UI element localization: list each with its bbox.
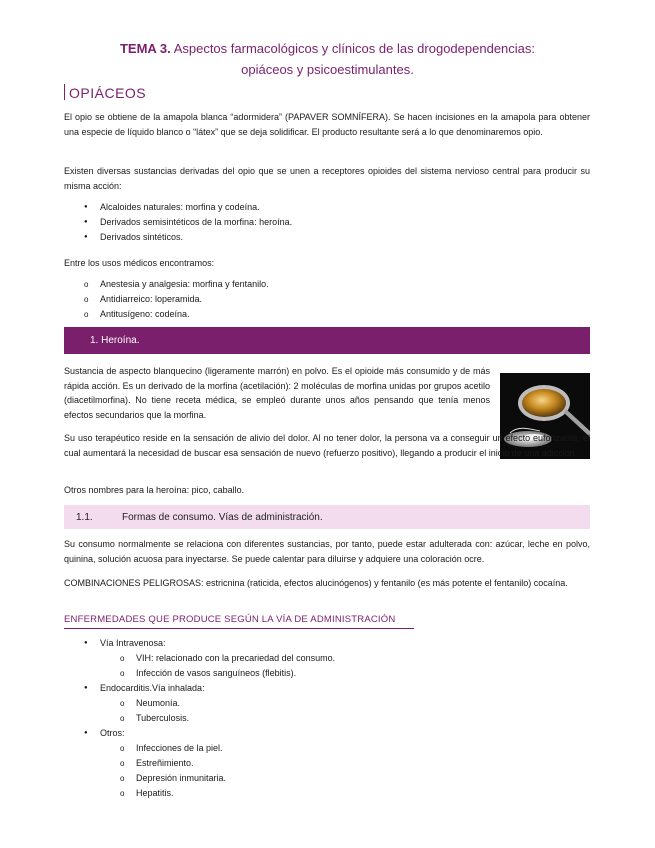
sublist-item: o Tuberculosis. <box>120 711 335 726</box>
heading-number: 1.1. <box>76 511 93 523</box>
heading-heroina-text: 1. Heroína. <box>90 335 140 346</box>
sublist <box>120 651 335 681</box>
title-number: TEMA 3. <box>119 41 171 56</box>
sublist-item: o Depresión inmunitaria. <box>120 771 335 786</box>
paragraph-uso-terapeutico: Su uso terapéutico reside en la sensación de alivio del dolor. Al no tener dolor, la persona va a conseguir un efecto euforizante, el cual aumentará la necesidad de buscar esa sensación de nuevo (refuerzo positivo), llegando a producir el inicio de una adicción. <box>64 433 590 458</box>
heading-underline <box>64 628 414 629</box>
sublist-item: o Estreñimiento. <box>120 756 335 771</box>
section-heading-text: OPIÁCEOS <box>69 85 147 101</box>
list-item: o Anestesia y analgesia: morfina y fentanilo. <box>84 277 269 292</box>
sublist-item: o Hepatitis. <box>120 786 335 801</box>
title-line1: Aspectos farmacológicos y clínicos de las drogodependencias: <box>173 41 536 56</box>
paragraph-derivados: Existen diversas sustancias derivadas del opio que se unen a receptores opioides del sistema nervioso central para producir su misma acción: <box>64 166 590 191</box>
paragraph-otros-nombres: Otros nombres para la heroína: pico, caballo. <box>64 485 245 495</box>
paragraph-usos: Entre los usos médicos encontramos: <box>64 258 215 268</box>
list-item-via-intravenosa <box>84 636 335 681</box>
paragraph-opio: El opio se obtiene de la amapola blanca “adormidera” (PAPAVER SOMNÍFERA). Se hacen incisiones en la amapola para obtener una especie de líquido blanco o “látex” que se deja solidificar. El producto resultante será a lo que denominaremos opio. <box>64 112 590 137</box>
list-vias <box>84 636 335 801</box>
heading-heroina <box>64 327 590 354</box>
list-item: ● Derivados sintéticos. <box>84 230 292 245</box>
sublist-item: o VIH: relacionado con la precariedad del consumo. <box>120 651 335 666</box>
via-label: Endocarditis.Vía inhalada: <box>100 683 205 693</box>
via-label: Otros: <box>100 728 125 738</box>
heading-formas-consumo <box>64 505 590 529</box>
via-label: Vía Intravenosa: <box>100 638 166 648</box>
heading-formas-consumo-text: Formas de consumo. Vías de administración. <box>122 511 323 523</box>
paragraph-consumo: Su consumo normalmente se relaciona con diferentes sustancias, por tanto, puede estar adulterada con: azúcar, leche en polvo, quinina, solución acuosa para inyectarse. Se puede calentar para diluirse y adquiere una coloración ocre. <box>64 539 590 564</box>
document-title <box>0 38 655 80</box>
sublist-item: o Neumonía. <box>120 696 335 711</box>
list-item: o Antidiarreico: loperamida. <box>84 292 269 307</box>
sublist-item: o Infecciones de la piel. <box>120 741 335 756</box>
section-heading <box>64 84 146 101</box>
heading-enfermedades: ENFERMEDADES QUE PRODUCE SEGÚN LA VÍA DE ADMINISTRACIÓN <box>64 614 396 625</box>
sublist <box>120 741 335 801</box>
list-item: ● Derivados semisintéticos de la morfina: heroína. <box>84 215 292 230</box>
list-usos-medicos <box>84 277 269 322</box>
list-item: o Antitusígeno: codeína. <box>84 307 269 322</box>
list-item-otros <box>84 726 335 801</box>
sublist-item: o Infección de vasos sanguíneos (flebitis). <box>120 666 335 681</box>
heading-bar <box>64 84 65 100</box>
list-derivados <box>84 200 292 245</box>
list-item: ● Alcaloides naturales: morfina y codeína. <box>84 200 292 215</box>
sublist <box>120 696 335 726</box>
list-item-via-inhalada <box>84 681 335 726</box>
paragraph-combinaciones: COMBINACIONES PELIGROSAS: estricnina (raticida, efectos alucinógenos) y fentanilo (es más potente el fentanilo) cocaína. <box>64 578 568 588</box>
title-line2: opiáceos y psicoestimulantes. <box>241 62 414 77</box>
paragraph-heroina: Sustancia de aspecto blanquecino (ligeramente marrón) en polvo. Es el opioide más consumido y de más rápida acción. Es un derivado de la morfina (acetilación): 2 moléculas de morfina unidas por grupos acetilo (diacetilmorfina). No tiene receta médica, se empleó durante unos años pensando que tenía menos efectos secundarios que la morfina. <box>64 366 490 420</box>
